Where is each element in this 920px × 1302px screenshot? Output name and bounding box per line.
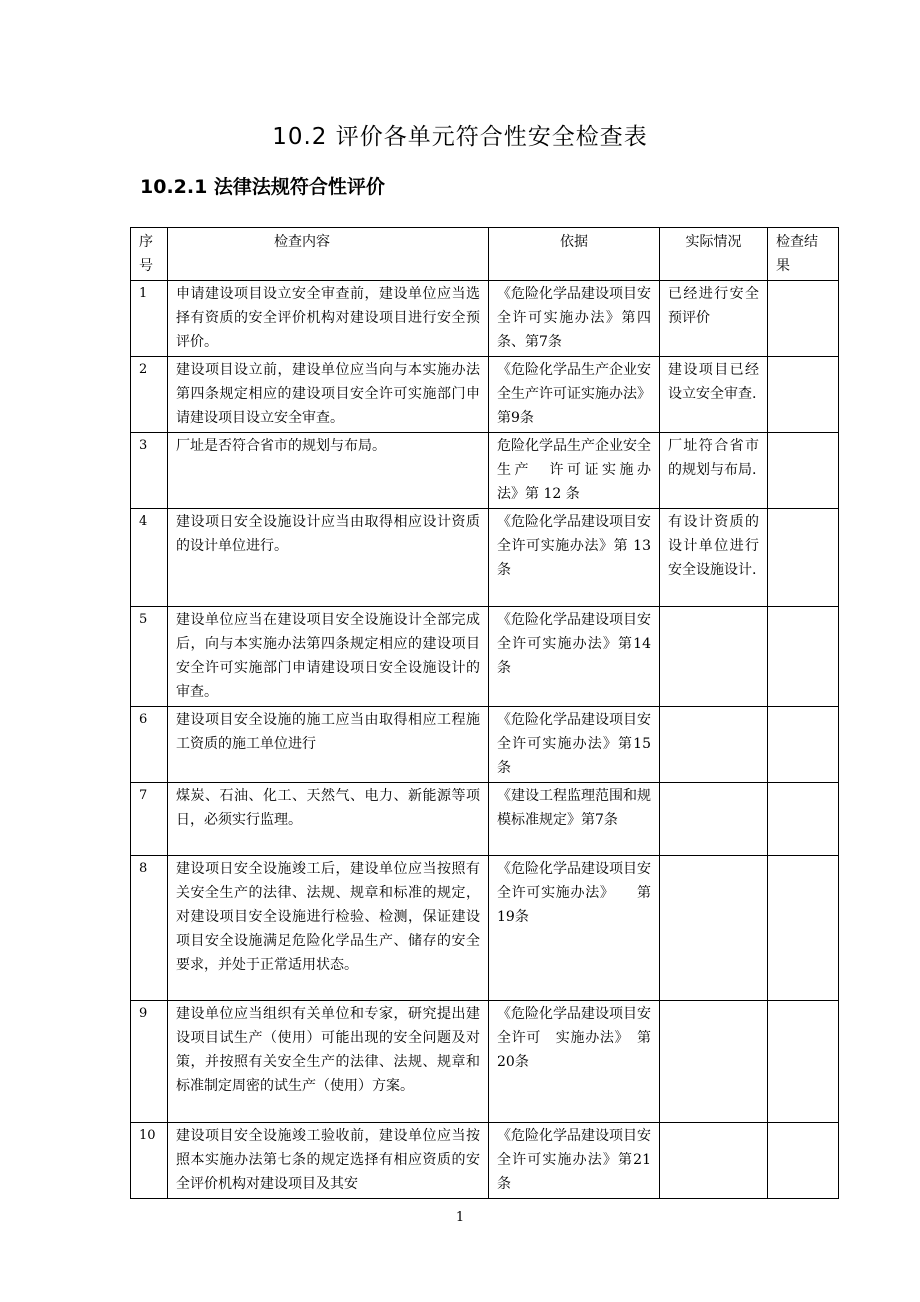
cell-seq: 8 <box>131 856 168 1001</box>
cell-basis: 《危险化学品建设项目安全许可 实施办法》 第20条 <box>489 1001 660 1123</box>
cell-seq: 5 <box>131 607 168 707</box>
header-result: 检查结果 <box>768 228 839 281</box>
cell-actual <box>660 1123 768 1199</box>
cell-content: 煤炭、石油、化工、天然气、电力、新能源等项日，必须实行监理。 <box>168 783 489 856</box>
cell-basis: 《建设工程监理范围和规模标准规定》第7条 <box>489 783 660 856</box>
cell-content: 建设项目安全设施的施工应当由取得相应工程施工资质的施工单位进行 <box>168 707 489 783</box>
cell-content: 厂址是否符合省市的规划与布局。 <box>168 433 489 509</box>
table-header-row <box>131 228 839 281</box>
cell-result <box>768 509 839 607</box>
header-basis: 依据 <box>489 228 660 281</box>
cell-content: 建设单位应当组织有关单位和专家，研究提出建设项目试生产（使用）可能出现的安全问题及对策，并按照有关安全生产的法律、法规、规章和标准制定周密的试生产（使用）方案。 <box>168 1001 489 1123</box>
cell-seq: 6 <box>131 707 168 783</box>
section-title: 10.2.1 法律法规符合性评价 <box>140 176 385 198</box>
page-number: 1 <box>455 1210 465 1225</box>
table-row <box>131 433 839 509</box>
cell-content: 建设项日安全设施设计应当由取得相应设计资质的设计单位进行。 <box>168 509 489 607</box>
cell-content: 申请建设项目设立安全审查前，建设单位应当选择有资质的安全评价机构对建设项目进行安全预评价。 <box>168 281 489 357</box>
table-row <box>131 1123 839 1199</box>
cell-actual: 建设项目已经设立安全审查. <box>660 357 768 433</box>
table-row <box>131 607 839 707</box>
cell-actual: 厂址符合省市的规划与布局. <box>660 433 768 509</box>
cell-result <box>768 1001 839 1123</box>
page-title: 10.2 评价各单元符合性安全检查表 <box>272 124 648 150</box>
cell-seq: 2 <box>131 357 168 433</box>
cell-actual <box>660 783 768 856</box>
header-actual: 实际情况 <box>660 228 768 281</box>
cell-basis: 《危险化学品建设项目安全许可实施办法》 第19条 <box>489 856 660 1001</box>
cell-seq: 4 <box>131 509 168 607</box>
cell-seq: 3 <box>131 433 168 509</box>
cell-seq: 10 <box>131 1123 168 1199</box>
cell-basis: 《危险化学品建设项目安全许可实施办法》第15条 <box>489 707 660 783</box>
cell-result <box>768 357 839 433</box>
table-row <box>131 1001 839 1123</box>
cell-seq: 7 <box>131 783 168 856</box>
cell-result <box>768 707 839 783</box>
cell-seq: 1 <box>131 281 168 357</box>
cell-actual <box>660 1001 768 1123</box>
cell-actual: 有设计资质的设计单位进行安全设施设计. <box>660 509 768 607</box>
cell-content: 建设项目设立前，建设单位应当向与本实施办法第四条规定相应的建设项目安全许可实施部门申请建设项目设立安全审查。 <box>168 357 489 433</box>
cell-content: 建设项日安全设施竣工后，建设单位应当按照有关安全生产的法律、法规、规章和标准的规定，对建设项目安全设施进行检验、检测，保证建设项目安全设施满足危险化学品生产、储存的安全要求，并处于正常适用状态。 <box>168 856 489 1001</box>
header-content: 检查内容 <box>168 228 489 281</box>
cell-result <box>768 856 839 1001</box>
cell-result <box>768 433 839 509</box>
compliance-check-table <box>130 227 839 1199</box>
cell-actual: 已经进行安全预评价 <box>660 281 768 357</box>
cell-result <box>768 1123 839 1199</box>
cell-basis: 《危险化学品建设项目安全许可实施办法》第四条、第7条 <box>489 281 660 357</box>
table-row <box>131 281 839 357</box>
cell-seq: 9 <box>131 1001 168 1123</box>
cell-content: 建设单位应当在建设项目安全设施设计全部完成后，向与本实施办法第四条规定相应的建设项目安全许可实施部门申请建设项日安全设施设计的审查。 <box>168 607 489 707</box>
cell-result <box>768 783 839 856</box>
header-seq: 序号 <box>131 228 168 281</box>
table-row <box>131 707 839 783</box>
table-row <box>131 357 839 433</box>
cell-actual <box>660 707 768 783</box>
cell-actual <box>660 607 768 707</box>
table-row <box>131 856 839 1001</box>
table-row <box>131 783 839 856</box>
cell-result <box>768 607 839 707</box>
cell-basis: 《危险化学品建设项目安全许可实施办法》第 13 条 <box>489 509 660 607</box>
cell-basis: 《危险化学品建设项目安全许可实施办法》第21条 <box>489 1123 660 1199</box>
table-row <box>131 509 839 607</box>
cell-actual <box>660 856 768 1001</box>
cell-content: 建设项目安全设施竣工验收前，建设单位应当按照本实施办法第七条的规定选择有相应资质的安全评价机构对建设项目及其安 <box>168 1123 489 1199</box>
cell-basis: 《危险化学品生产企业安全生产许可证实施办法》第9条 <box>489 357 660 433</box>
cell-basis: 《危险化学品建设项目安全许可实施办法》第14条 <box>489 607 660 707</box>
cell-result <box>768 281 839 357</box>
cell-basis: 危险化学品生产企业安全生产 许可证实施办 法》第 12 条 <box>489 433 660 509</box>
